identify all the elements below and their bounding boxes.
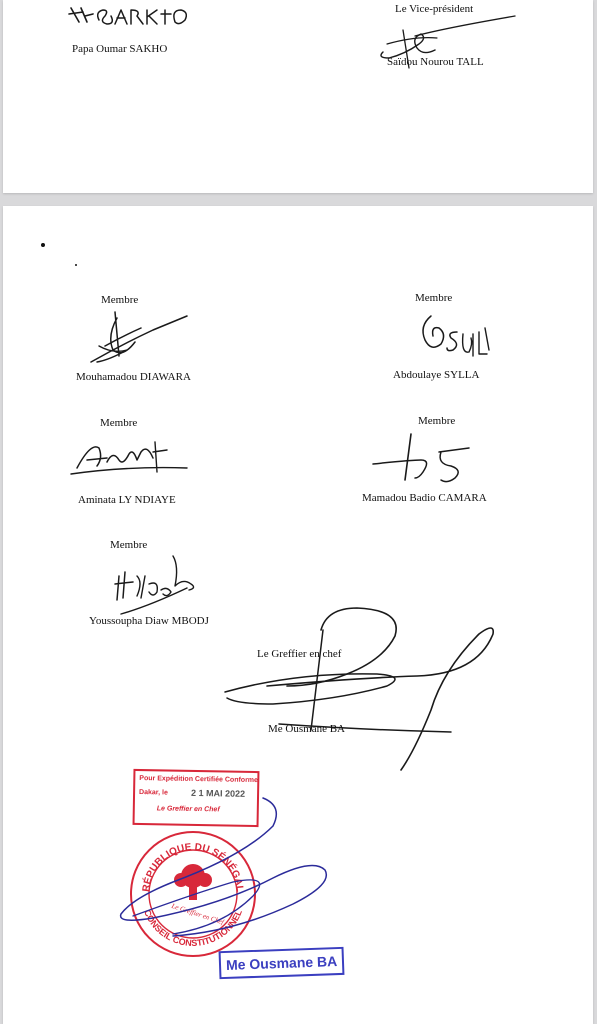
signature-camara [371,430,481,486]
stamp-date: 2 1 MAI 2022 [191,787,246,799]
signature-sakho [65,2,195,32]
member-name-camara: Mamadou Badio CAMARA [362,492,487,504]
member-name-diawara: Mouhamadou DIAWARA [76,371,191,383]
member-role-sylla: Membre [415,292,453,304]
document-page-top [3,0,593,193]
stamp-line-dakar: Dakar, le [139,789,168,797]
stamp-line-certified: Pour Expédition Certifiée Conforme [139,775,258,785]
seal-bottom-text: CONSEIL CONSTITUTIONNEL [141,908,244,949]
stamp-line-clerk: Le Greffier en Chef [156,805,220,814]
signature-diawara [83,306,193,368]
ink-speck [41,243,45,247]
ink-speck-small [75,264,77,266]
signature-ndiaye [67,432,197,482]
vice-president-role: Le Vice-président [395,3,474,15]
signature-mbodj [109,546,219,616]
seal-top-text: RÉPUBLIQUE DU SÉNÉGAL [140,841,246,893]
clerk-name: Me Ousmane BA [268,723,345,735]
signer-name-tall: Saïdou Nourou TALL [387,56,484,68]
member-role-ndiaye: Membre [100,417,138,429]
document-page-bottom [3,206,593,1024]
member-role-mbodj: Membre [110,539,148,551]
signer-name-sakho: Papa Oumar SAKHO [72,43,168,55]
member-name-sylla: Abdoulaye SYLLA [393,369,480,381]
member-name-ndiaye: Aminata LY NDIAYE [78,494,176,506]
seal-center-text: Le Greffier en Chef [170,901,225,927]
signature-sylla [417,304,497,364]
clerk-role: Le Greffier en chef [257,648,342,660]
member-name-mbodj: Youssoupha Diaw MBODJ [89,615,209,627]
signature-clerk [217,600,507,776]
member-role-camara: Membre [418,415,456,427]
clerk-name-stamp: Me Ousmane BA [219,947,345,979]
member-role-diawara: Membre [101,294,139,306]
